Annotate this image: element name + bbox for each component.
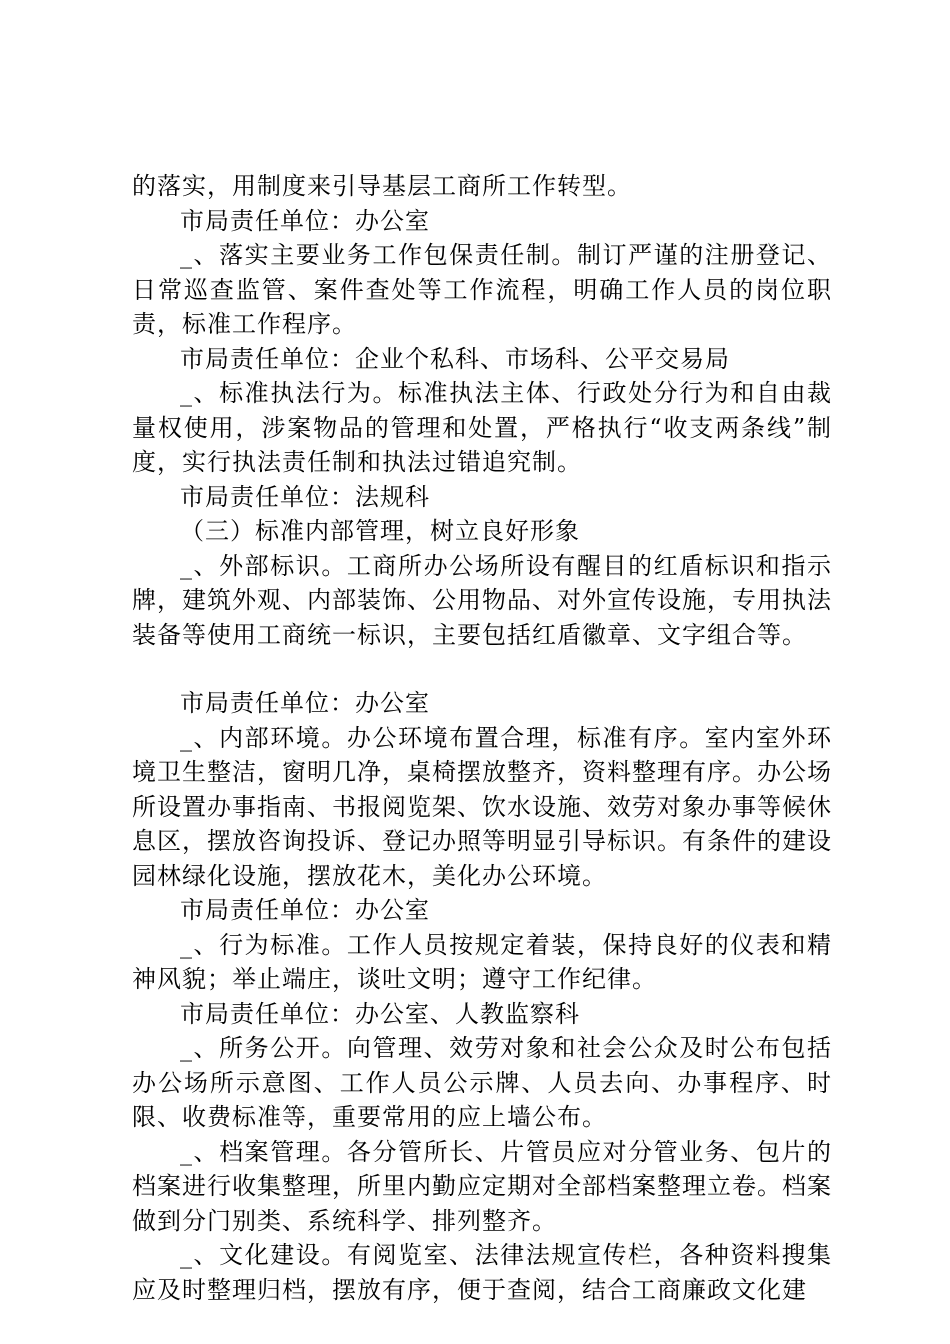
paragraph-law-enforcement: _、标准执法行为。标准执法主体、行政处分行为和自由裁量权使用，涉案物品的管理和处置，严格执行“收支两条线”制度，实行执法责任制和执法过错追究制。 <box>132 379 832 476</box>
paragraph-external-signage: _、外部标识。工商所办公场所设有醒目的红盾标识和指示牌，建筑外观、内部装饰、公用物品、对外宣传设施，专用执法装备等使用工商统一标识，主要包括红盾徽章、文字组合等。 <box>132 551 832 649</box>
paragraph-business-responsibility: _、落实主要业务工作包保责任制。制订严谨的注册登记、日常巡查监管、案件查处等工作流程，明确工作人员的岗位职责，标准工作程序。 <box>132 241 832 338</box>
paragraph-spacer <box>132 652 832 686</box>
paragraph-culture-building: _、文化建设。有阅览室、法律法规宣传栏，各种资料搜集应及时整理归档，摆放有序，便于查阅，结合工商廉政文化建 <box>132 1241 832 1304</box>
responsible-unit-enterprise: 市局责任单位：企业个私科、市场科、公平交易局 <box>180 344 730 373</box>
paragraph-continuation: 的落实，用制度来引导基层工商所工作转型。 <box>132 172 632 200</box>
responsible-unit-office-personnel: 市局责任单位：办公室、人教监察科 <box>180 999 580 1028</box>
responsible-unit-office: 市局责任单位：办公室 <box>180 896 430 924</box>
paragraph-conduct-standards: _、行为标准。工作人员按规定着装，保持良好的仪表和精神风貌；举止端庄，谈吐文明；遵守工作纪律。 <box>132 930 832 993</box>
responsible-unit-office: 市局责任单位：办公室 <box>180 689 430 717</box>
section-heading-internal-management: （三）标准内部管理，树立良好形象 <box>180 517 580 545</box>
paragraph-public-disclosure: _、所务公开。向管理、效劳对象和社会公众及时公布包括办公场所示意图、工作人员公示牌、人员去向、办事程序、时限、收费标准等，重要常用的应上墙公布。 <box>132 1034 832 1131</box>
document-body <box>132 169 832 1307</box>
responsible-unit-legal: 市局责任单位：法规科 <box>180 482 430 511</box>
responsible-unit-office: 市局责任单位：办公室 <box>180 206 430 235</box>
paragraph-archive-management: _、档案管理。各分管所长、片管员应对分管业务、包片的档案进行收集整理，所里内勤应定期对全部档案整理立卷。档案做到分门别类、系统科学、排列整齐。 <box>132 1137 832 1235</box>
paragraph-internal-environment: _、内部环境。办公环境布置合理，标准有序。室内室外环境卫生整洁，窗明几净，桌椅摆放整齐，资料整理有序。办公场所设置办事指南、书报阅览架、饮水设施、效劳对象办事等候休息区，摆放咨询投诉、登记办照等明显引导标识。有条件的建设园林绿化设施，摆放花木，美化办公环境。 <box>132 723 832 890</box>
